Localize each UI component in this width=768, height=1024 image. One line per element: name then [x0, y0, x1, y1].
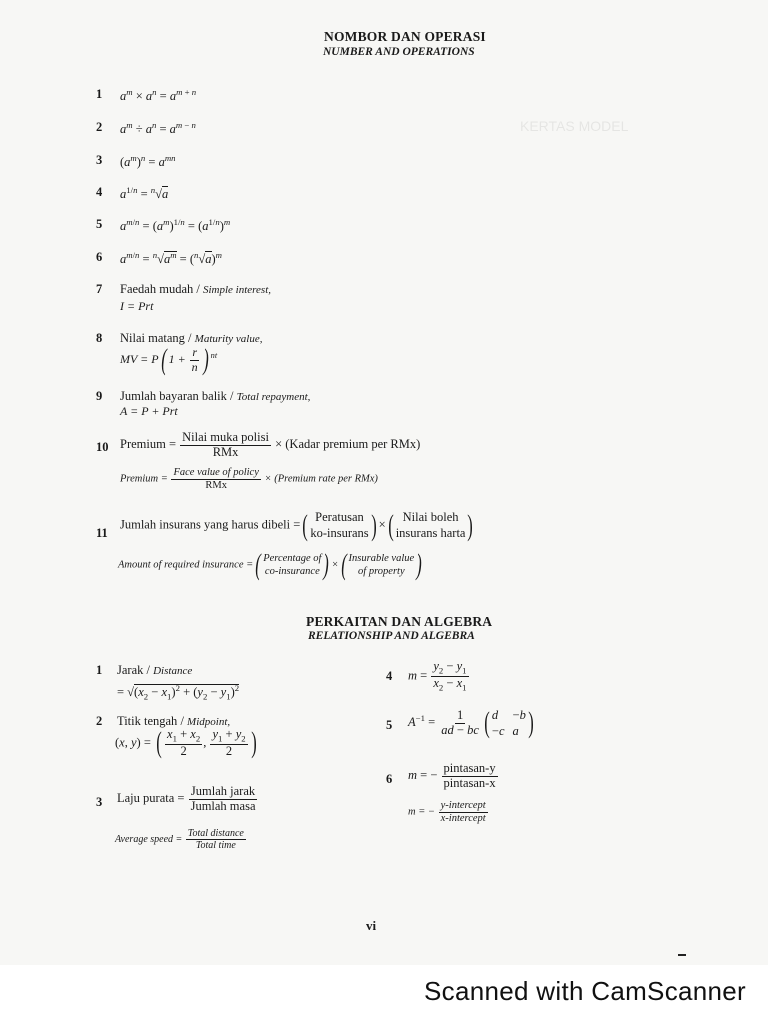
formula-6: $a^{m/n} = ^n√a^m = (^n√a)^m$	[120, 250, 222, 267]
formula-7: I = Prt	[120, 299, 154, 313]
label-total-repayment: Jumlah bayaran balik / Total repayment,	[120, 389, 311, 403]
formula-4: $a^{1/n} = ^n√a$	[120, 185, 169, 202]
formula-distance: = $√(x_2 - x_1)^2 + (y_2 - y_1)^2$	[117, 683, 240, 702]
section1-subtitle: NUMBER AND OPERATIONS	[323, 46, 475, 58]
label-maturity-value: Nilai matang / Maturity value,	[120, 331, 263, 345]
formula-inverse-matrix: $A^{-1}$ = $\frac{1}{ad - bc}$ ( d −b −c a )	[408, 706, 534, 740]
formula-insurance-ms: Jumlah insurans yang harus dibeli =( Peratusan ko-insurans ) ×( Nilai boleh insurans harta )	[120, 508, 474, 542]
formula-midpoint: (x, y) = ( $\frac{x_1 + x_2}{2}$ , $\frac{y_1 + y_2}{2}$ )	[115, 726, 257, 760]
formula-gradient: m = $\frac{y_2 - y_1}{x_2 - x_1}$	[408, 659, 467, 693]
formula-average-speed-ms: Laju purata = $\frac{\text{Jumlah jarak}}{\text{Jumlah masa}}$	[117, 784, 256, 813]
formula-insurance-en: Amount of required insurance =( Percentage of co-insurance ) ×( Insurable value of property )	[118, 548, 422, 581]
formula-gradient-intercept-ms: m = − $\frac{\text{pintasan-y}}{\text{pintasan-x}}$	[408, 761, 496, 790]
scan-mark	[678, 954, 686, 956]
item-number: 4	[386, 669, 393, 683]
item-number: 2	[96, 714, 103, 728]
formula-8: MV = P( 1 + $\frac{r}{n}$ ) $^{nt}$	[120, 343, 218, 376]
item-number: 9	[96, 389, 103, 403]
section1-title: NOMBOR DAN OPERASI	[324, 29, 486, 44]
formula-average-speed-en: Average speed = $\frac{\text{Total distance}}{\text{Total time}}$	[115, 828, 244, 851]
item-number: 10	[96, 440, 109, 454]
label-distance: Jarak / Distance	[117, 663, 193, 677]
section2-title: PERKAITAN DAN ALGEBRA	[306, 614, 493, 629]
formula-premium-ms: Premium = $\frac{\text{Nilai muka polisi}}{\text{RMx}}$ × (Kadar premium per RMx)	[120, 430, 421, 459]
page-number: vi	[366, 918, 377, 933]
formula-5: $a^{m/n} = (a^m)^{1/n} = (a^{1/n})^m$	[120, 217, 231, 234]
item-number: 6	[386, 772, 393, 786]
item-number: 8	[96, 331, 103, 345]
item-number: 6	[96, 250, 103, 264]
item-number: 1	[96, 87, 103, 101]
section2-subtitle: RELATIONSHIP AND ALGEBRA	[308, 630, 475, 642]
scanner-watermark: Scanned with CamScanner	[424, 976, 746, 1006]
bleed-through: KERTAS MODEL	[520, 118, 629, 134]
formula-2: $a^m \div a^n = a^{m - n}$	[120, 120, 196, 137]
item-number: 11	[96, 526, 108, 540]
formula-3: $(a^m)^n = a^{mn}$	[120, 153, 176, 170]
label-midpoint: Titik tengah / Midpoint,	[117, 714, 231, 728]
item-number: 3	[96, 153, 103, 167]
formula-9: A = P + Prt	[120, 404, 178, 418]
item-number: 7	[96, 282, 103, 296]
item-number: 3	[96, 795, 103, 809]
item-number: 5	[96, 217, 103, 231]
item-number: 2	[96, 120, 103, 134]
item-number: 1	[96, 663, 103, 677]
formula-gradient-intercept-en: m = − $\frac{\text{y-intercept}}{\text{x-intercept}}$	[408, 800, 486, 824]
label-simple-interest: Faedah mudah / Simple interest,	[120, 282, 272, 296]
item-number: 5	[386, 718, 393, 732]
formula-1: $a^m \times a^n = a^{m + n}$	[120, 87, 197, 104]
item-number: 4	[96, 185, 103, 199]
formula-premium-en: Premium = $\frac{\text{Face value of policy}}{\text{RMx}}$ × (Premium rate per RMx)	[120, 467, 378, 491]
